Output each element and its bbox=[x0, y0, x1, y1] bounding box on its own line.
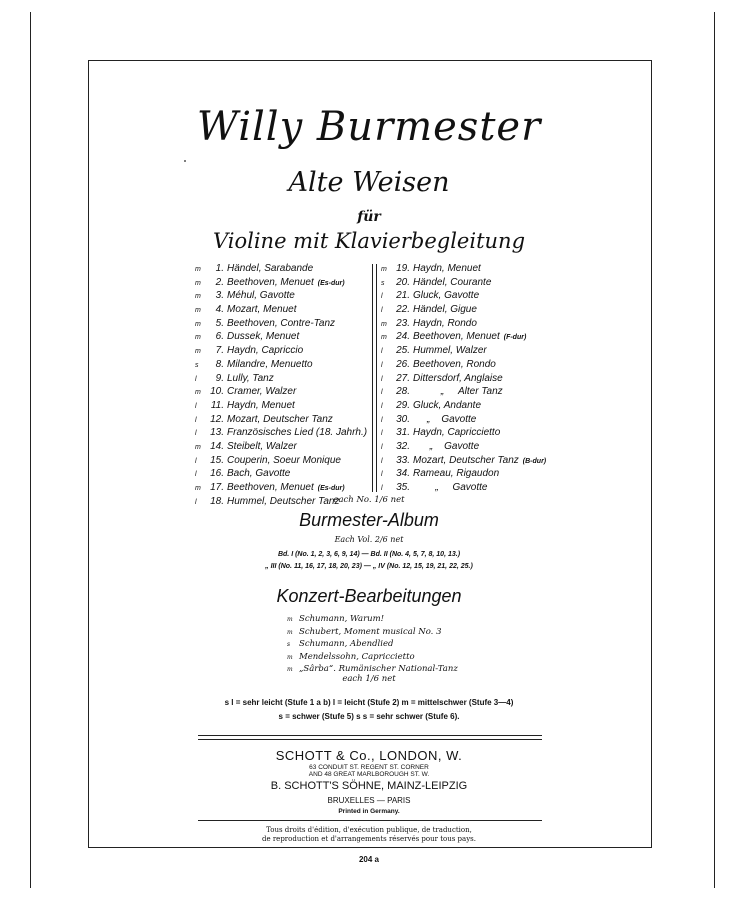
difficulty-mark: l bbox=[195, 457, 197, 465]
plate-number: 204 a bbox=[358, 855, 380, 864]
konzert-price: each 1/6 net bbox=[342, 674, 396, 684]
difficulty-mark: l bbox=[381, 361, 383, 369]
entry-title: „ Gavotte bbox=[413, 413, 477, 425]
difficulty-mark: l bbox=[195, 430, 197, 438]
catalog-entry bbox=[381, 263, 546, 277]
difficulty-mark: l bbox=[381, 402, 383, 410]
key-note: (F-dur) bbox=[503, 334, 527, 342]
entry-title: Beethoven, Menuet bbox=[227, 276, 314, 288]
catalog-entry bbox=[381, 345, 546, 359]
difficulty-mark: m bbox=[195, 320, 201, 328]
entry-title: Bach, Gavotte bbox=[227, 468, 291, 480]
difficulty-mark: m bbox=[381, 334, 387, 342]
catalog-entry bbox=[381, 455, 546, 469]
difficulty-mark: s bbox=[381, 279, 385, 287]
konzert-entry-title: Mendelssohn, Capriccietto bbox=[299, 651, 415, 662]
entry-number: 12. bbox=[210, 413, 224, 425]
difficulty-mark: l bbox=[381, 430, 383, 438]
entry-number: 22. bbox=[396, 304, 410, 316]
difficulty-mark: l bbox=[195, 498, 197, 506]
entry-title: Haydn, Menuet bbox=[227, 399, 295, 411]
catalog-entry bbox=[381, 400, 546, 414]
entry-title: Französisches Lied (18. Jahrh.) bbox=[227, 427, 368, 439]
entry-number: 29. bbox=[396, 399, 410, 411]
entry-title: Hummel, Deutscher Tanz bbox=[227, 495, 340, 507]
catalog-entry bbox=[195, 441, 367, 455]
entry-number: 21. bbox=[396, 290, 410, 302]
key-note: (Es-dur) bbox=[317, 485, 345, 492]
entry-number: 20. bbox=[396, 276, 410, 288]
rule-bottom bbox=[198, 820, 542, 821]
difficulty-mark: l bbox=[381, 375, 383, 383]
catalog-entry bbox=[381, 304, 546, 318]
konzert-entry bbox=[287, 627, 458, 640]
entry-number: 10. bbox=[210, 386, 224, 398]
entry-title: Haydn, Capriccio bbox=[227, 345, 304, 357]
entry-title: „ Gavotte bbox=[413, 440, 480, 452]
entry-number: 30. bbox=[396, 413, 410, 425]
entry-title: Haydn, Menuet bbox=[413, 263, 481, 274]
entry-number: 26. bbox=[396, 358, 410, 370]
difficulty-mark: l bbox=[195, 375, 197, 383]
entry-number: 8. bbox=[215, 358, 224, 370]
entry-title: Gluck, Andante bbox=[413, 399, 482, 411]
entry-number: 28. bbox=[396, 386, 410, 398]
catalog-entry bbox=[195, 331, 367, 345]
entry-title: Steibelt, Walzer bbox=[227, 440, 297, 452]
entry-title: Mozart, Deutscher Tanz bbox=[227, 413, 333, 425]
difficulty-mark: m bbox=[195, 307, 201, 315]
difficulty-mark: s bbox=[195, 361, 199, 369]
catalog-entry bbox=[381, 290, 546, 304]
difficulty-mark: l bbox=[381, 293, 383, 301]
album-title: Burmester-Album bbox=[299, 510, 439, 530]
entry-number: 33. bbox=[396, 454, 410, 466]
difficulty-mark: l bbox=[381, 457, 383, 465]
difficulty-mark: l bbox=[381, 389, 383, 397]
catalog-entry bbox=[381, 482, 546, 496]
difficulty-legend-2: s = schwer (Stufe 5) s s = sehr schwer (Stufe 6). bbox=[278, 712, 460, 721]
difficulty-mark: m bbox=[287, 653, 293, 661]
series-title: Alte Weisen bbox=[288, 167, 450, 198]
entry-number: 23. bbox=[396, 317, 410, 329]
difficulty-mark: m bbox=[381, 266, 387, 273]
konzert-entry-title: Schumann, Abendlied bbox=[299, 639, 394, 649]
entry-number: 14. bbox=[210, 440, 224, 452]
catalog-entry bbox=[381, 427, 546, 441]
entry-number: 31. bbox=[396, 427, 410, 439]
entry-title: Cramer, Walzer bbox=[227, 386, 297, 398]
entry-number: 13. bbox=[210, 427, 224, 439]
catalog-entry bbox=[195, 482, 367, 496]
konzert-entry-title: Schubert, Moment musical No. 3 bbox=[299, 626, 442, 637]
entry-number: 17. bbox=[210, 482, 224, 493]
entry-number: 5. bbox=[215, 317, 224, 329]
entry-title: Lully, Tanz bbox=[227, 372, 274, 384]
entry-title: „ Alter Tanz bbox=[413, 386, 503, 398]
publisher-cities: BRUXELLES — PARIS bbox=[327, 796, 411, 805]
catalog-entry bbox=[195, 304, 367, 318]
difficulty-mark: m bbox=[195, 485, 201, 492]
entry-number: 11. bbox=[210, 399, 224, 411]
publisher-address-1: 63 CONDUIT ST. REGENT ST. CORNER bbox=[309, 764, 429, 771]
rule-top bbox=[198, 735, 542, 736]
publisher-address-2: AND 48 GREAT MARLBOROUGH ST. W. bbox=[308, 771, 430, 778]
entry-title: Couperin, Soeur Monique bbox=[227, 454, 341, 466]
catalog-entry bbox=[195, 455, 367, 469]
catalog-entry bbox=[195, 468, 367, 482]
printed-in-germany: Printed in Germany. bbox=[338, 808, 400, 815]
konzert-entry bbox=[287, 614, 458, 627]
difficulty-mark: m bbox=[195, 266, 201, 273]
catalog-entry bbox=[195, 427, 367, 441]
entry-title: Rameau, Rigaudon bbox=[413, 468, 500, 480]
difficulty-mark: l bbox=[381, 485, 383, 492]
catalog-entry bbox=[381, 318, 546, 332]
difficulty-mark: m bbox=[287, 616, 293, 623]
difficulty-mark: l bbox=[381, 348, 383, 356]
difficulty-mark: m bbox=[195, 293, 201, 301]
entry-title: Beethoven, Contre-Tanz bbox=[227, 317, 336, 329]
price-each-no: each No. 1/6 net bbox=[333, 495, 405, 505]
catalog-entry bbox=[381, 414, 546, 428]
difficulty-mark: l bbox=[381, 307, 383, 315]
rights-line-2: de reproduction et d'arrangements réservés pour tous pays. bbox=[261, 835, 476, 843]
entry-number: 3. bbox=[215, 290, 224, 302]
left-catalog-column bbox=[195, 263, 367, 509]
konzert-entry-title: „Sârba“. Rumänischer National-Tanz bbox=[299, 664, 458, 674]
catalog-entry bbox=[195, 290, 367, 304]
difficulty-mark: l bbox=[195, 471, 197, 479]
catalog-entry bbox=[195, 277, 367, 291]
entry-number: 34. bbox=[396, 468, 410, 480]
catalog-entry bbox=[381, 373, 546, 387]
entry-number: 19. bbox=[396, 263, 410, 274]
rule-top-thin bbox=[198, 739, 542, 740]
entry-number: 27. bbox=[396, 372, 410, 384]
entry-number: 18. bbox=[210, 495, 224, 507]
difficulty-mark: l bbox=[381, 416, 383, 424]
entry-title: Händel, Gigue bbox=[413, 304, 477, 316]
konzert-entry-title: Schumann, Warum! bbox=[299, 614, 385, 624]
catalog-entry bbox=[381, 359, 546, 373]
konzert-entry bbox=[287, 652, 458, 665]
album-volumes-2: „ III (No. 11, 16, 17, 18, 20, 23) — „ IV (No. 12, 15, 19, 21, 22, 25.) bbox=[265, 563, 473, 570]
difficulty-mark: m bbox=[195, 348, 201, 356]
fuer-label: für bbox=[357, 209, 381, 225]
entry-title: „ Gavotte bbox=[413, 482, 488, 493]
difficulty-mark: l bbox=[381, 443, 383, 451]
entry-title: Haydn, Capriccietto bbox=[413, 427, 501, 439]
konzert-list bbox=[287, 614, 458, 677]
instrumentation: Violine mit Klavierbegleitung bbox=[212, 229, 526, 253]
entry-number: 7. bbox=[215, 345, 224, 357]
catalog-entry bbox=[195, 400, 367, 414]
composer-name: Willy Burmester bbox=[196, 104, 542, 150]
entry-number: 16. bbox=[210, 468, 224, 480]
entry-number: 9. bbox=[215, 372, 224, 384]
entry-number: 25. bbox=[396, 345, 410, 357]
entry-title: Beethoven, Menuet bbox=[227, 482, 314, 493]
difficulty-mark: m bbox=[381, 320, 387, 328]
entry-title: Dittersdorf, Anglaise bbox=[413, 372, 503, 384]
publisher-mainz: B. SCHOTT'S SÖHNE, MAINZ-LEIPZIG bbox=[270, 780, 468, 792]
entry-title: Méhul, Gavotte bbox=[227, 290, 295, 302]
entry-number: 32. bbox=[396, 440, 410, 452]
entry-title: Beethoven, Rondo bbox=[413, 358, 496, 370]
difficulty-mark: m bbox=[195, 389, 201, 397]
catalog-entry bbox=[381, 441, 546, 455]
key-note: (Es-dur) bbox=[317, 279, 345, 287]
album-volumes-1: Bd. I (No. 1, 2, 3, 6, 9, 14) — Bd. II (No. 4, 5, 7, 8, 10, 13.) bbox=[277, 551, 461, 558]
rights-line-1: Tous droits d'édition, d'exécution publique, de traduction, bbox=[266, 826, 472, 834]
entry-title: Gluck, Gavotte bbox=[413, 290, 480, 302]
entry-number: 2. bbox=[215, 276, 224, 288]
difficulty-mark: m bbox=[195, 443, 201, 451]
difficulty-legend-1: s l = sehr leicht (Stufe 1 a b) l = leicht (Stufe 2) m = mittelschwer (Stufe 3—4) bbox=[224, 698, 514, 707]
catalog-entry bbox=[381, 468, 546, 482]
catalog-entry bbox=[195, 318, 367, 332]
difficulty-mark: m bbox=[195, 334, 201, 342]
difficulty-mark: m bbox=[195, 279, 201, 287]
catalog-entry bbox=[381, 386, 546, 400]
entry-number: 15. bbox=[210, 454, 224, 466]
entry-number: 6. bbox=[215, 331, 224, 343]
catalog-entry bbox=[195, 386, 367, 400]
entry-title: Hummel, Walzer bbox=[413, 345, 487, 357]
column-divider bbox=[372, 264, 377, 492]
entry-number: 35. bbox=[396, 482, 410, 493]
speck bbox=[184, 160, 186, 162]
album-price: Each Vol. 2/6 net bbox=[334, 535, 404, 544]
catalog-entry bbox=[381, 331, 546, 345]
key-note: (B-dur) bbox=[522, 457, 547, 465]
entry-title: Mozart, Deutscher Tanz bbox=[413, 454, 519, 466]
catalog-entry bbox=[195, 414, 367, 428]
konzert-entry bbox=[287, 639, 458, 652]
entry-title: Milandre, Menuetto bbox=[227, 358, 313, 370]
difficulty-mark: m bbox=[287, 666, 293, 673]
entry-number: 24. bbox=[396, 331, 410, 343]
catalog-entry bbox=[381, 277, 546, 291]
entry-title: Händel, Courante bbox=[413, 276, 492, 288]
catalog-entry bbox=[195, 345, 367, 359]
difficulty-mark: l bbox=[195, 416, 197, 424]
right-catalog-column bbox=[381, 263, 546, 496]
entry-number: 4. bbox=[215, 304, 224, 316]
konzert-title: Konzert-Bearbeitungen bbox=[276, 586, 462, 606]
difficulty-mark: l bbox=[381, 471, 383, 479]
catalog-entry bbox=[195, 373, 367, 387]
entry-title: Dussek, Menuet bbox=[227, 331, 300, 343]
entry-title: Händel, Sarabande bbox=[227, 263, 314, 274]
catalog-entry bbox=[195, 263, 367, 277]
entry-title: Mozart, Menuet bbox=[227, 304, 297, 316]
entry-number: 1. bbox=[215, 263, 224, 274]
entry-title: Beethoven, Menuet bbox=[413, 331, 500, 343]
catalog-entry bbox=[195, 359, 367, 373]
entry-title: Haydn, Rondo bbox=[413, 317, 477, 329]
difficulty-mark: m bbox=[287, 628, 293, 636]
difficulty-mark: l bbox=[195, 402, 197, 410]
difficulty-mark: s bbox=[287, 641, 291, 648]
publisher-name: SCHOTT & Co., LONDON, W. bbox=[275, 748, 463, 763]
